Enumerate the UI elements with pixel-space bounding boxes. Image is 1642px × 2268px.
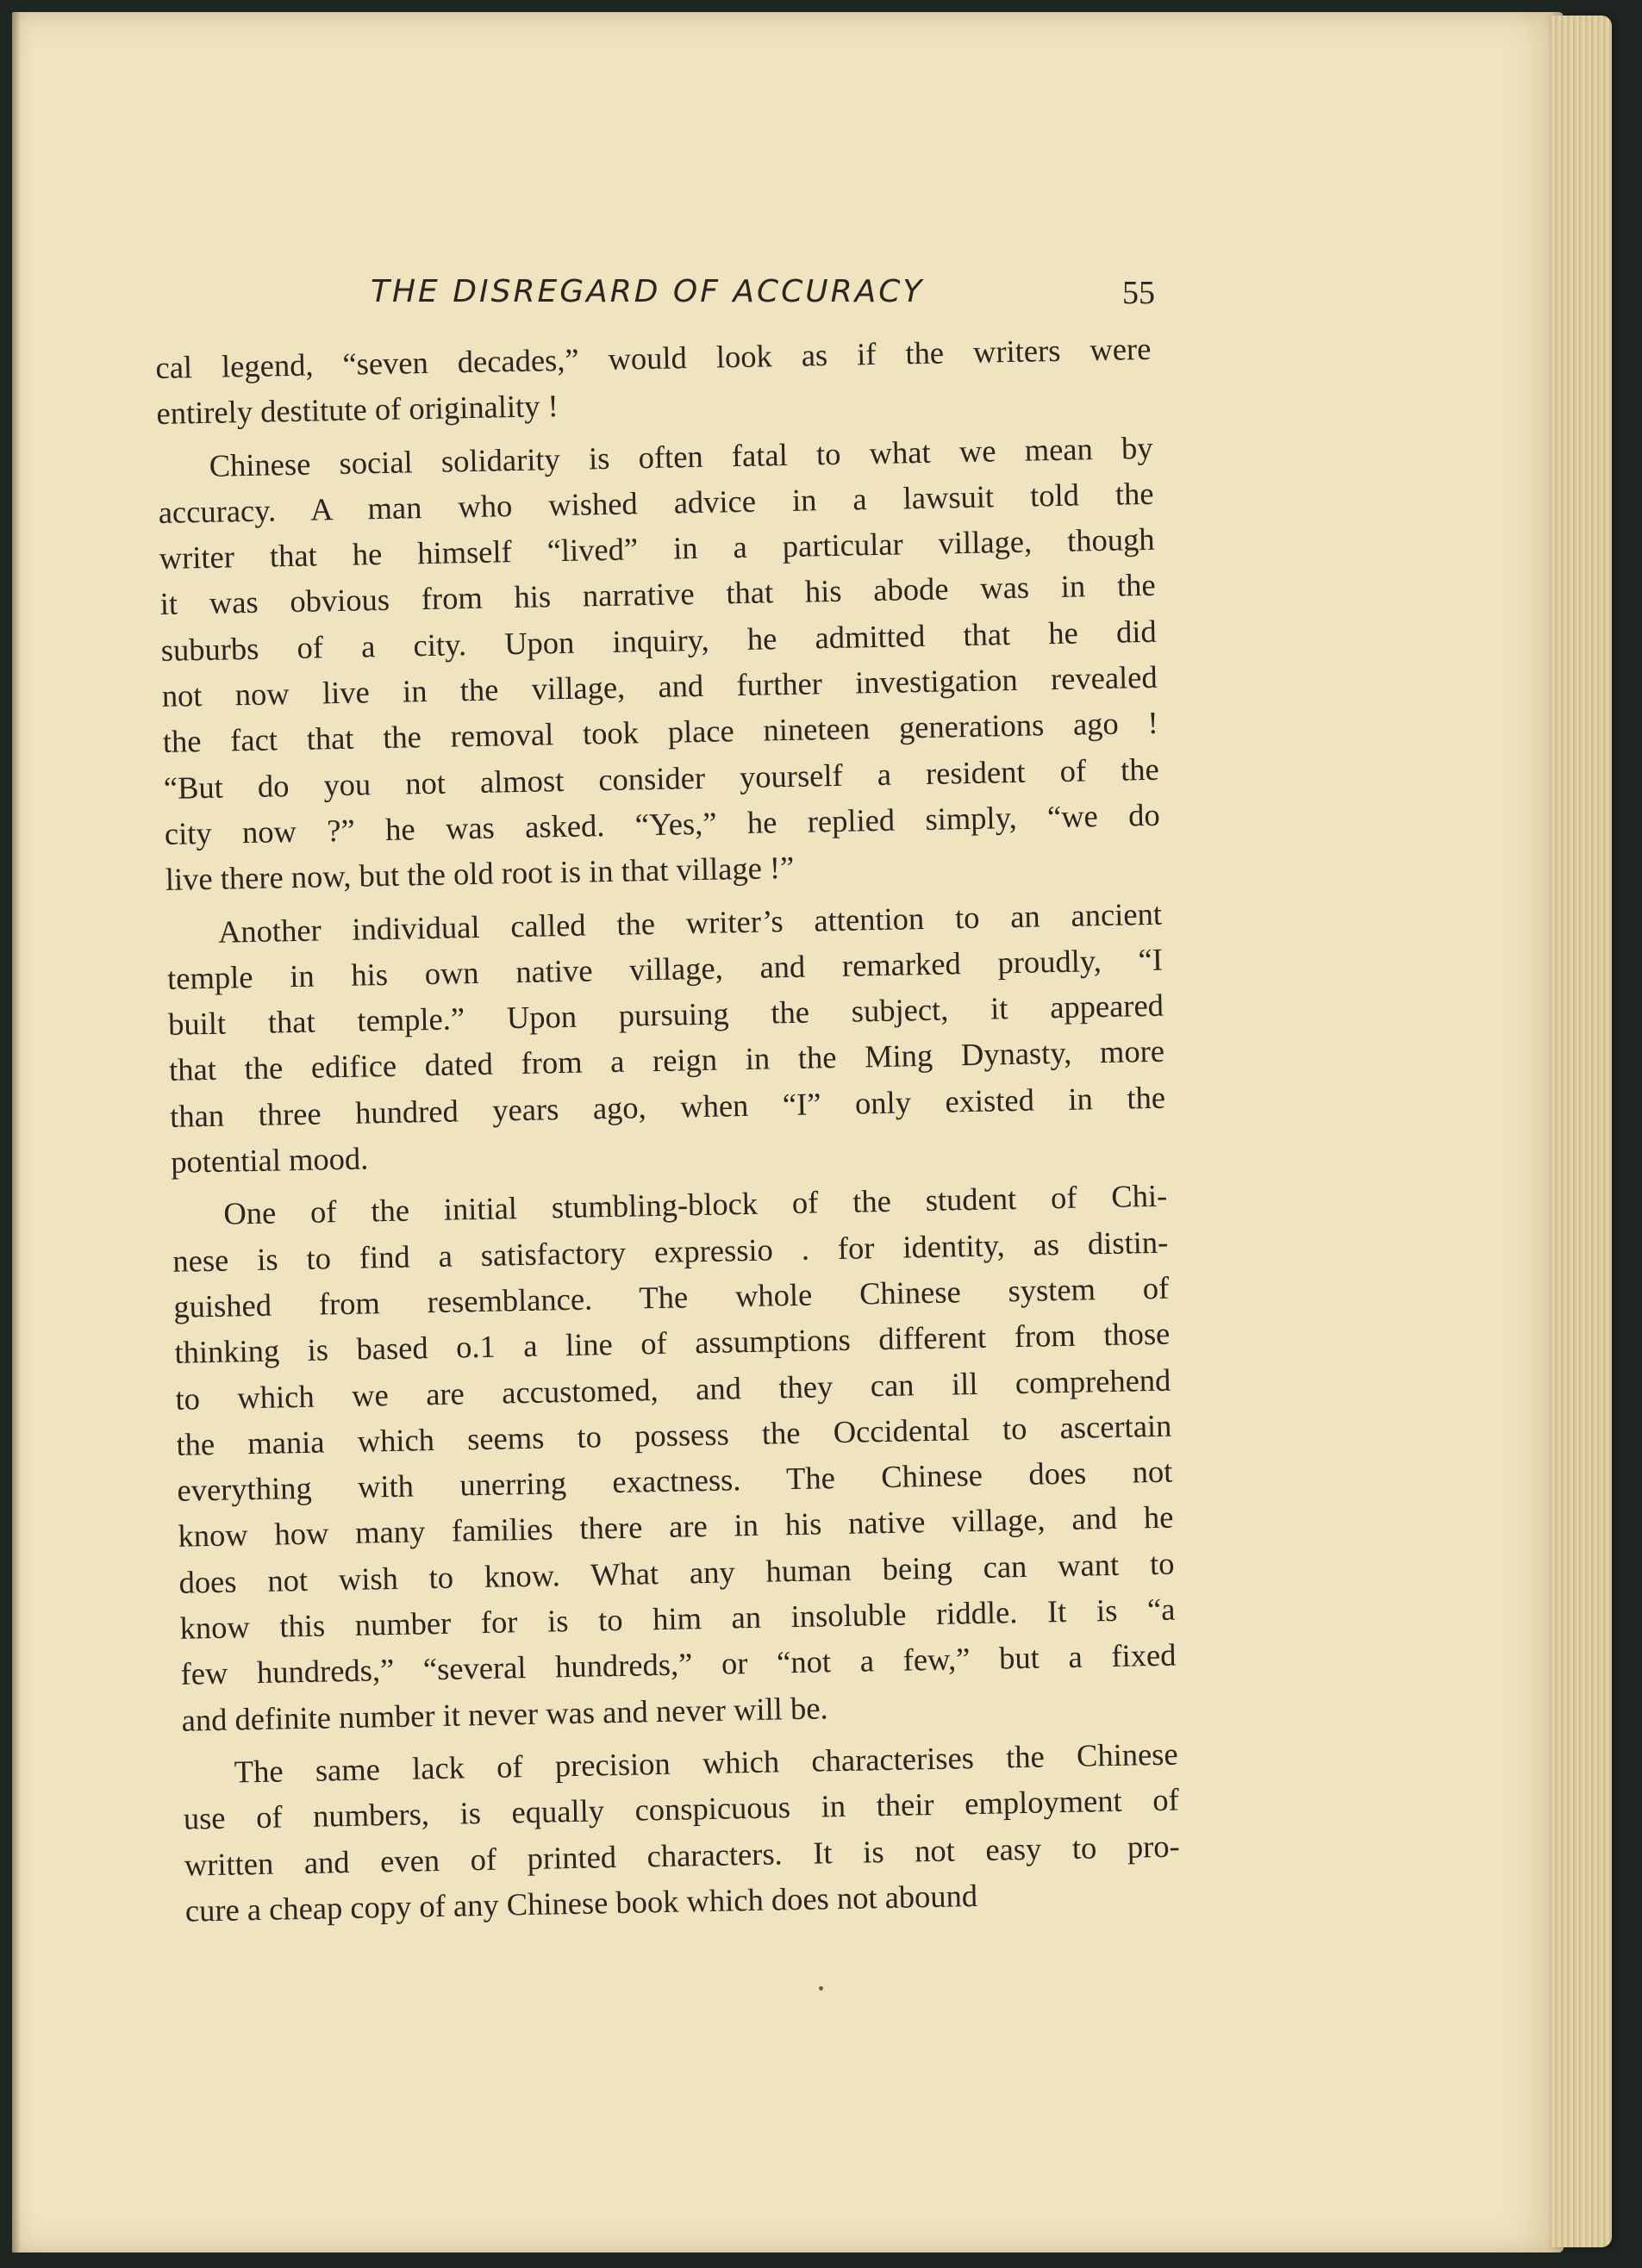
text-line: potential mood. bbox=[170, 1140, 369, 1180]
paragraph bbox=[157, 424, 1161, 902]
spine-shadow bbox=[12, 12, 21, 2252]
text-line: not now live in the village, and further investigation revealed bbox=[161, 658, 1158, 713]
text-line: city now ?” he was asked. “Yes,” he replied simply, “we do bbox=[164, 796, 1161, 851]
text-line: live there now, but the old root is in that village !” bbox=[165, 850, 795, 898]
page-header bbox=[155, 274, 1155, 326]
text-line: know this number for is to him an insoluble riddle. It is “a bbox=[179, 1591, 1176, 1646]
text-line: and definite number it never was and never will be. bbox=[181, 1689, 828, 1738]
text-line: use of numbers, is equally conspicuous in their employment of bbox=[183, 1781, 1180, 1836]
paragraph bbox=[182, 1730, 1181, 1933]
running-head: THE DISREGARD OF ACCURACY bbox=[371, 274, 925, 309]
text-line: The same lack of precision which characterises the Chinese bbox=[234, 1735, 1178, 1790]
body-text bbox=[155, 326, 1181, 1934]
text-line: cure a cheap copy of any Chinese book which does not abound bbox=[184, 1877, 978, 1928]
text-line: suburbs of a city. Upon inquiry, he admitted that he did bbox=[160, 613, 1157, 668]
text-line: does not wish to know. What any human being can want to bbox=[178, 1545, 1175, 1600]
text-line: guished from resemblance. The whole Chinese system of bbox=[173, 1269, 1170, 1324]
text-line: Another individual called the writer’s attention to an ancient bbox=[217, 895, 1163, 950]
ink-speck bbox=[819, 1986, 823, 1991]
text-line: know how many families there are in his native village, and he bbox=[178, 1498, 1174, 1555]
text-line: built that temple.” Upon pursuing the subject, it appeared bbox=[167, 987, 1164, 1043]
page-edges bbox=[1551, 16, 1612, 2247]
text-line: than three hundred years ago, when “I” only existed in the bbox=[169, 1079, 1166, 1134]
paragraph bbox=[172, 1173, 1177, 1743]
text-line: accuracy. A man who wished advice in a lawsuit told the bbox=[158, 475, 1154, 530]
text-line: cal legend, “seven decades,” would look as if the writers were bbox=[155, 330, 1152, 385]
text-line: that the edifice dated from a reign in the Ming Dynasty, more bbox=[168, 1033, 1165, 1088]
text-line: it was obvious from his narrative that his abode was in the bbox=[159, 567, 1156, 622]
text-line: written and even of printed characters. It is not easy to pro- bbox=[184, 1828, 1181, 1883]
paragraph bbox=[166, 890, 1167, 1185]
text-line: nese is to find a satisfactory expressio . for identity, as distin- bbox=[172, 1224, 1169, 1279]
text-line: writer that he himself “lived” in a particular village, though bbox=[159, 520, 1155, 576]
text-line: thinking is based o.1 a line of assumptions different from those bbox=[174, 1315, 1171, 1371]
text-line: Chinese social solidarity is often fatal to what we mean by bbox=[209, 429, 1153, 483]
text-line: entirely destitute of originality ! bbox=[156, 388, 559, 432]
text-line: few hundreds,” “several hundreds,” or “not a few,” but a fixed bbox=[180, 1636, 1177, 1692]
text-line: to which we are accustomed, and they can ill comprehend bbox=[175, 1361, 1171, 1417]
text-line: everything with unerring exactness. The Chinese does not bbox=[177, 1453, 1173, 1508]
text-line: temple in his own native village, and remarked proudly, “I bbox=[166, 941, 1164, 996]
text-line: One of the initial stumbling-block of the student of Chi- bbox=[222, 1177, 1168, 1232]
text-line: the fact that the removal took place nineteen generations ago ! bbox=[162, 705, 1159, 760]
text-line: “But do you not almost consider yourself a resident of the bbox=[163, 751, 1160, 806]
text-line: the mania which seems to possess the Occidental to ascertain bbox=[176, 1407, 1172, 1462]
page-number: 55 bbox=[1122, 275, 1155, 311]
